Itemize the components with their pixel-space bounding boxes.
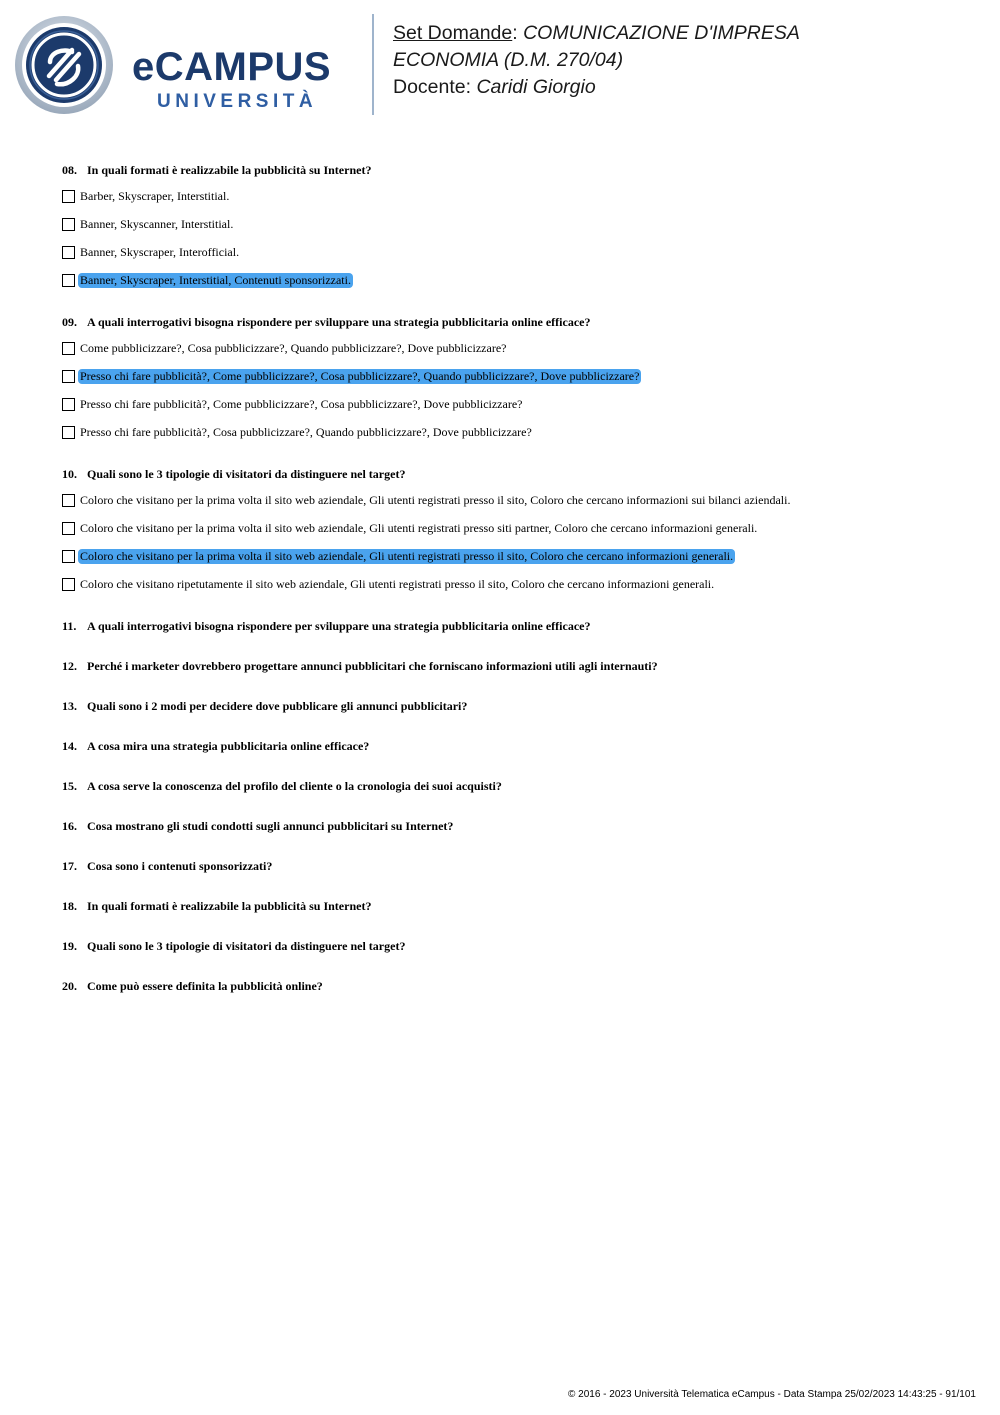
- question-block: [62, 738, 962, 754]
- question-text: Cosa sono i contenuti sponsorizzati?: [87, 859, 273, 873]
- answer-checkbox[interactable]: [62, 370, 75, 383]
- question-number: 15.: [62, 779, 77, 793]
- answer-text-correct: Banner, Skyscraper, Interstitial, Contenuti sponsorizzati.: [80, 272, 351, 287]
- question-text: A quali interrogativi bisogna rispondere per sviluppare una strategia pubblicitaria online efficace?: [87, 619, 591, 633]
- answer-text: Come pubblicizzare?, Cosa pubblicizzare?, Quando pubblicizzare?, Dove pubblicizzare?: [80, 340, 507, 355]
- answer-text: Coloro che visitano per la prima volta il sito web aziendale, Gli utenti registrati presso il sito, Coloro che cercano informazioni sui bilanci aziendali.: [80, 492, 791, 507]
- question-number: 20.: [62, 979, 77, 993]
- answer-text-correct: Presso chi fare pubblicità?, Come pubblicizzare?, Cosa pubblicizzare?, Quando pubblicizzare?, Dove pubblicizzare?: [80, 368, 640, 383]
- question-title: [62, 938, 962, 954]
- question-number: 18.: [62, 899, 77, 913]
- question-block: [62, 314, 962, 440]
- header-line-docente: [393, 74, 800, 101]
- header-info: [393, 20, 800, 101]
- question-title: [62, 466, 962, 482]
- answer-option[interactable]: [62, 340, 962, 356]
- answer-checkbox[interactable]: [62, 246, 75, 259]
- question-text: In quali formati è realizzabile la pubblicità su Internet?: [87, 899, 372, 913]
- question-number: 13.: [62, 699, 77, 713]
- question-title: [62, 778, 962, 794]
- question-text: A quali interrogativi bisogna rispondere per sviluppare una strategia pubblicitaria online efficace?: [87, 315, 591, 329]
- course-title-line2: ECONOMIA (D.M. 270/04): [393, 49, 624, 71]
- answer-option[interactable]: [62, 396, 962, 412]
- question-title: [62, 618, 962, 634]
- question-title: [62, 898, 962, 914]
- question-block: [62, 618, 962, 634]
- answer-text: Banner, Skyscraper, Interofficial.: [80, 244, 240, 259]
- question-block: [62, 658, 962, 674]
- question-block: [62, 858, 962, 874]
- question-number: 08.: [62, 163, 77, 177]
- question-text: Perché i marketer dovrebbero progettare annunci pubblicitari che forniscano informazioni utili agli internauti?: [87, 659, 658, 673]
- set-separator: :: [512, 22, 524, 44]
- question-number: 09.: [62, 315, 77, 329]
- question-title: [62, 162, 962, 178]
- answer-option[interactable]: [62, 492, 962, 508]
- question-title: [62, 698, 962, 714]
- answer-text: Presso chi fare pubblicità?, Cosa pubblicizzare?, Quando pubblicizzare?, Dove pubblicizzare?: [80, 424, 532, 439]
- docente-name: Caridi Giorgio: [476, 76, 596, 98]
- question-block: [62, 162, 962, 288]
- docente-label: Docente:: [393, 76, 477, 98]
- question-text: A cosa serve la conoscenza del profilo del cliente o la cronologia dei suoi acquisti?: [87, 779, 502, 793]
- answer-options: [62, 188, 962, 288]
- question-number: 17.: [62, 859, 77, 873]
- answer-checkbox[interactable]: [62, 398, 75, 411]
- question-text: A cosa mira una strategia pubblicitaria online efficace?: [87, 739, 370, 753]
- answer-option[interactable]: [62, 272, 962, 288]
- header-divider: [372, 14, 374, 115]
- question-text: Quali sono i 2 modi per decidere dove pubblicare gli annunci pubblicitari?: [87, 699, 468, 713]
- question-title: [62, 658, 962, 674]
- question-block: [62, 938, 962, 954]
- question-title: [62, 858, 962, 874]
- course-title-line1: COMUNICAZIONE D'IMPRESA: [523, 22, 800, 44]
- answer-checkbox[interactable]: [62, 550, 75, 563]
- answer-checkbox[interactable]: [62, 342, 75, 355]
- question-title: [62, 978, 962, 994]
- answer-checkbox[interactable]: [62, 218, 75, 231]
- answer-text: Coloro che visitano ripetutamente il sito web aziendale, Gli utenti registrati presso il sito, Coloro che cercano informazioni generali.: [80, 576, 715, 591]
- question-block: [62, 978, 962, 994]
- question-title: [62, 818, 962, 834]
- question-number: 10.: [62, 467, 77, 481]
- question-number: 11.: [62, 619, 77, 633]
- answer-options: [62, 492, 962, 592]
- footer-copyright: © 2016 - 2023 Università Telematica eCampus - Data Stampa 25/02/2023 14:43:25 - 91/101: [568, 1389, 976, 1400]
- question-number: 12.: [62, 659, 77, 673]
- answer-option[interactable]: [62, 216, 962, 232]
- answer-option[interactable]: [62, 244, 962, 260]
- answer-option[interactable]: [62, 424, 962, 440]
- question-number: 16.: [62, 819, 77, 833]
- logo-wordmark: eCAMPUS: [132, 45, 332, 89]
- answer-checkbox[interactable]: [62, 426, 75, 439]
- question-block: [62, 698, 962, 714]
- question-number: 19.: [62, 939, 77, 953]
- question-block: [62, 466, 962, 592]
- answer-checkbox[interactable]: [62, 274, 75, 287]
- answer-options: [62, 340, 962, 440]
- question-text: Cosa mostrano gli studi condotti sugli annunci pubblicitari su Internet?: [87, 819, 454, 833]
- question-text: Quali sono le 3 tipologie di visitatori da distinguere nel target?: [87, 467, 406, 481]
- answer-option[interactable]: [62, 520, 962, 536]
- answer-text: Banner, Skyscanner, Interstitial.: [80, 216, 234, 231]
- answer-option[interactable]: [62, 368, 962, 384]
- question-text: In quali formati è realizzabile la pubblicità su Internet?: [87, 163, 372, 177]
- answer-checkbox[interactable]: [62, 494, 75, 507]
- ecampus-logo: [14, 14, 359, 116]
- question-block: [62, 818, 962, 834]
- answer-text: Barber, Skyscraper, Interstitial.: [80, 188, 230, 203]
- answer-option[interactable]: [62, 548, 962, 564]
- answer-text: Coloro che visitano per la prima volta il sito web aziendale, Gli utenti registrati presso siti partner, Coloro che cercano informazioni generali.: [80, 520, 758, 535]
- answer-text-correct: Coloro che visitano per la prima volta il sito web aziendale, Gli utenti registrati presso il sito, Coloro che cercano informazioni generali.: [80, 548, 734, 563]
- answer-option[interactable]: [62, 188, 962, 204]
- logo-subtitle: UNIVERSITÀ: [157, 91, 318, 112]
- header-line-set: [393, 20, 800, 47]
- question-text: Come può essere definita la pubblicità online?: [87, 979, 323, 993]
- answer-option[interactable]: [62, 576, 962, 592]
- question-text: Quali sono le 3 tipologie di visitatori da distinguere nel target?: [87, 939, 406, 953]
- answer-checkbox[interactable]: [62, 522, 75, 535]
- answer-checkbox[interactable]: [62, 190, 75, 203]
- question-block: [62, 778, 962, 794]
- set-label: Set Domande: [393, 22, 513, 44]
- answer-checkbox[interactable]: [62, 578, 75, 591]
- question-list: [62, 162, 962, 1018]
- question-block: [62, 898, 962, 914]
- answer-text: Presso chi fare pubblicità?, Come pubblicizzare?, Cosa pubblicizzare?, Dove pubblicizzare?: [80, 396, 523, 411]
- question-title: [62, 314, 962, 330]
- question-number: 14.: [62, 739, 77, 753]
- question-title: [62, 738, 962, 754]
